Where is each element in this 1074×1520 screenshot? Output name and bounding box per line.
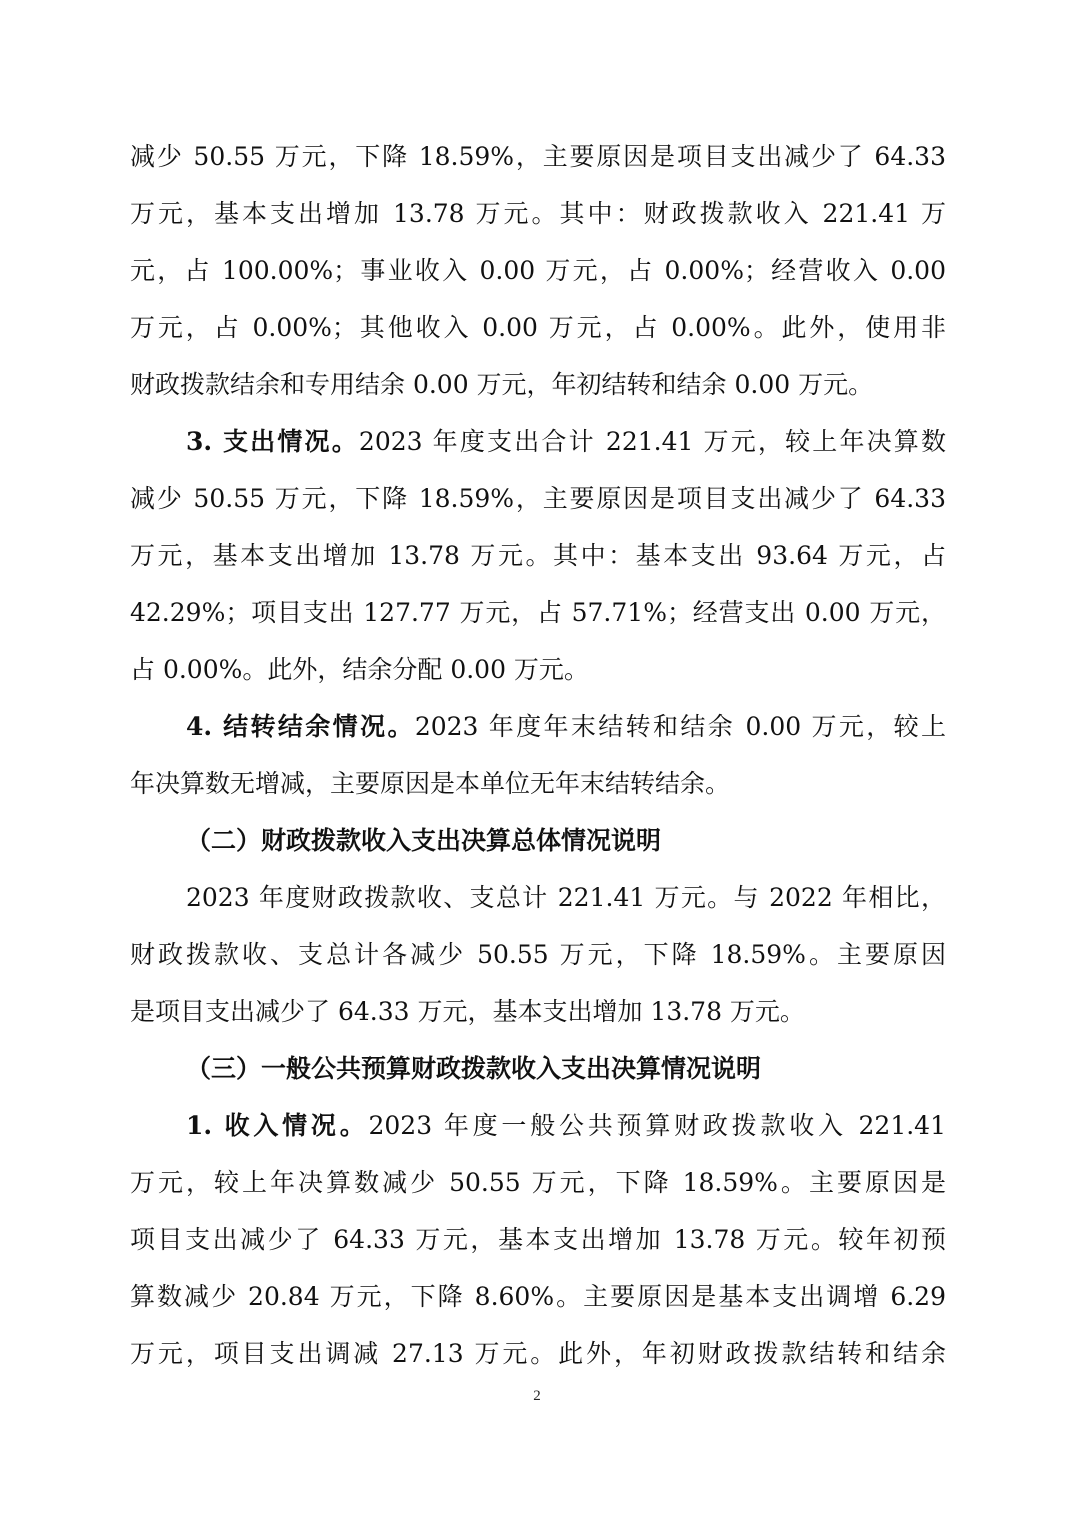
expenditure-heading: 3. 支出情况。 [186,427,359,456]
paragraph-line: 项目支出减少了 64.33 万元，基本支出增加 13.78 万元。较年初预 [130,1225,946,1254]
paragraph-line: 万元，较上年决算数减少 50.55 万元，下降 18.59%。主要原因是 [130,1168,946,1197]
paragraph-line: 元，占 100.00%；事业收入 0.00 万元，占 0.00%；经营收入 0.00 [130,256,946,285]
paragraph-text: 2023 年度年末结转和结余 0.00 万元，较上 [414,712,946,741]
page-number: 2 [533,1388,541,1404]
paragraph-line: 42.29%；项目支出 127.77 万元，占 57.71%；经营支出 0.00 万元， [130,598,946,627]
paragraph-line: 财政拨款结余和专用结余 0.00 万元，年初结转和结余 0.00 万元。 [130,370,874,399]
section-heading-2: （二）财政拨款收入支出决算总体情况说明 [186,826,662,855]
document-body [130,128,946,1382]
paragraph-line: 万元，基本支出增加 13.78 万元。其中：基本支出 93.64 万元，占 [130,541,946,570]
paragraph-line: 算数减少 20.84 万元，下降 8.60%。主要原因是基本支出调增 6.29 [130,1282,946,1311]
carryover-heading: 4. 结转结余情况。 [186,712,415,741]
paragraph-line: 减少 50.55 万元，下降 18.59%，主要原因是项目支出减少了 64.33 [130,484,946,513]
income-paragraph-first-line [130,1097,946,1154]
paragraph-text: 2023 年度一般公共预算财政拨款收入 221.41 [368,1111,946,1140]
carryover-paragraph-first-line [130,698,946,755]
paragraph-line: 2023 年度财政拨款收、支总计 221.41 万元。与 2022 年相比， [186,883,946,912]
paragraph-line: 是项目支出减少了 64.33 万元，基本支出增加 13.78 万元。 [130,997,805,1026]
expenditure-paragraph-first-line [130,413,946,470]
paragraph-line: 万元，占 0.00%；其他收入 0.00 万元，占 0.00%。此外，使用非 [130,313,946,342]
paragraph-line: 减少 50.55 万元，下降 18.59%，主要原因是项目支出减少了 64.33 [130,142,946,171]
paragraph-line: 万元，基本支出增加 13.78 万元。其中：财政拨款收入 221.41 万 [130,199,946,228]
paragraph-line: 占 0.00%。此外，结余分配 0.00 万元。 [130,655,589,684]
paragraph-text: 2023 年度支出合计 221.41 万元，较上年决算数 [358,427,946,456]
paragraph-line: 财政拨款收、支总计各减少 50.55 万元，下降 18.59%。主要原因 [130,940,946,969]
paragraph-line: 万元，项目支出调减 27.13 万元。此外，年初财政拨款结转和结余 [130,1339,946,1368]
paragraph-line: 年决算数无增减，主要原因是本单位无年末结转结余。 [130,769,731,798]
income-heading: 1. 收入情况。 [186,1111,369,1140]
section-heading-3: （三）一般公共预算财政拨款收入支出决算情况说明 [186,1054,762,1083]
